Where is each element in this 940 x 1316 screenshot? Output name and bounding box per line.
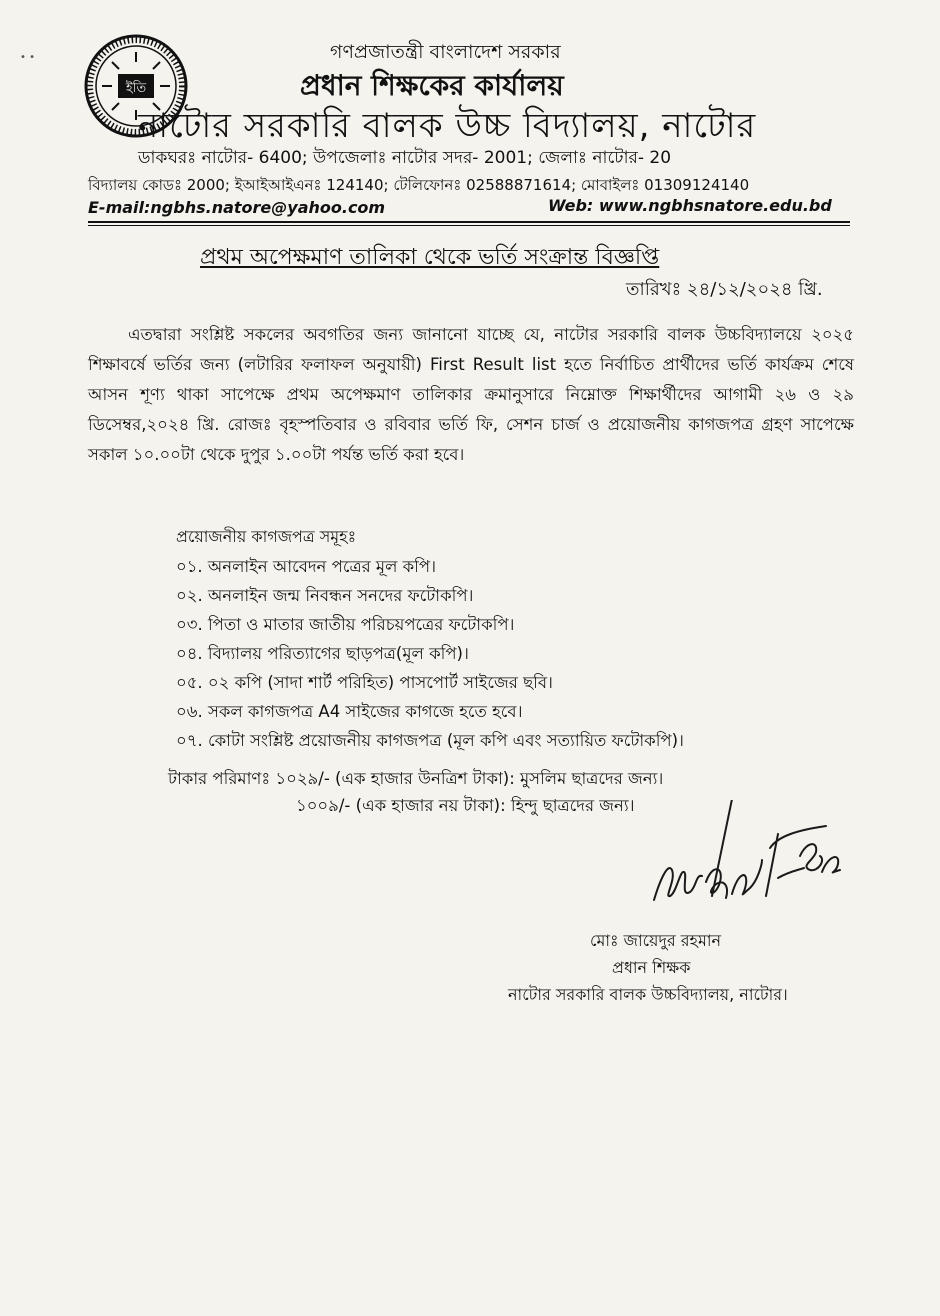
- signatory-title: প্রধান শিক্ষক: [612, 958, 691, 977]
- requirements-title: প্রয়োজনীয় কাগজপত্র সমূহঃ: [176, 527, 357, 546]
- list-item: ০৪. বিদ্যালয় পরিত্যাগের ছাড়পত্র(মূল কপি)।: [176, 644, 469, 663]
- list-item: ০৫. ০২ কপি (সাদা শার্ট পরিহিত) পাসপোর্ট সাইজের ছবি।: [176, 673, 553, 692]
- fee-muslim: টাকার পরিমাণঃ ১০২৯/- (এক হাজার উনত্রিশ টাকা): মুসলিম ছাত্রদের জন্য।: [168, 769, 664, 788]
- office-title: প্রধান শিক্ষকের কার্যালয়: [300, 69, 564, 102]
- codes-line: বিদ্যালয় কোডঃ 2000; ইআইআইএনঃ 124140; টেলিফোনঃ 02588871614; মোবাইলঃ 01309124140: [88, 176, 750, 194]
- email-address: E-mail:ngbhs.natore@yahoo.com: [88, 198, 386, 217]
- notice-date: তারিখঃ ২৪/১২/২০২৪ খ্রি.: [626, 279, 823, 300]
- header-divider: [88, 221, 850, 223]
- school-name: নাটোর সরকারি বালক উচ্চ বিদ্যালয়, নাটোর: [138, 106, 757, 146]
- seal-text: ইতি: [125, 81, 147, 96]
- signatory-name: মোঃ জায়েদুর রহমান: [590, 931, 722, 950]
- website-address: Web: www.ngbhsnatore.edu.bd: [548, 196, 832, 215]
- list-item: ০১. অনলাইন আবেদন পত্রের মূল কপি।: [176, 557, 436, 576]
- header-divider-thin: [88, 225, 850, 226]
- handwritten-signature-icon: [650, 800, 850, 930]
- signatory-school: নাটোর সরকারি বালক উচ্চবিদ্যালয়, নাটোর।: [508, 985, 788, 1004]
- list-item: ০৬. সকল কাগজপত্র A4 সাইজের কাগজে হতে হবে।: [176, 702, 523, 721]
- list-item: ০২. অনলাইন জন্ম নিবন্ধন সনদের ফটোকপি।: [176, 586, 474, 605]
- requirements-list: [176, 552, 684, 755]
- fee-hindu: ১০০৯/- (এক হাজার নয় টাকা): হিন্দু ছাত্রদের জন্য।: [296, 796, 635, 815]
- list-item: ০৭. কোটা সংশ্লিষ্ট প্রয়োজনীয় কাগজপত্র (মূল কপি এবং সত্যায়িত ফটোকপি)।: [176, 731, 684, 750]
- list-item: ০৩. পিতা ও মাতার জাতীয় পরিচয়পত্রের ফটোকপি।: [176, 615, 515, 634]
- address-line: ডাকঘরঃ নাটোর- 6400; উপজেলাঃ নাটোর সদর- 2001; জেলাঃ নাটোর- 20: [138, 148, 672, 168]
- government-line: গণপ্রজাতন্ত্রী বাংলাদেশ সরকার: [330, 41, 561, 63]
- notice-heading: প্রথম অপেক্ষমাণ তালিকা থেকে ভর্তি সংক্রান্ত বিজ্ঞপ্তি: [200, 245, 660, 270]
- notice-body: এতদ্বারা সংশ্লিষ্ট সকলের অবগতির জন্য জানানো যাচ্ছে যে, নাটোর সরকারি বালক উচ্চবিদ্যালয়ে ২০২৫ শিক্ষাবর্ষে ভর্তির জন্য (লটারির ফলাফল অনুযায়ী) First Result list হতে নির্বাচিত প্রার্থীদের ভর্তি কার্যক্রম শেষে আসন শূণ্য থাকা সাপেক্ষে প্রথম অপেক্ষমাণ তালিকার ক্রমানুসারে নিম্নোক্ত শিক্ষার্থীদের আগামী ২৬ ও ২৯ ডিসেম্বর,২০২৪ খ্রি. রোজঃ বৃহস্পতিবার ও রবিবার ভর্তি ফি, সেশন চার্জ ও প্রয়োজনীয় কাগজপত্র গ্রহণ সাপেক্ষে সকাল ১০.০০টা থেকে দুপুর ১.০০টা পর্যন্ত ভর্তি করা হবে।: [88, 325, 854, 464]
- scan-speck: • •: [20, 52, 35, 63]
